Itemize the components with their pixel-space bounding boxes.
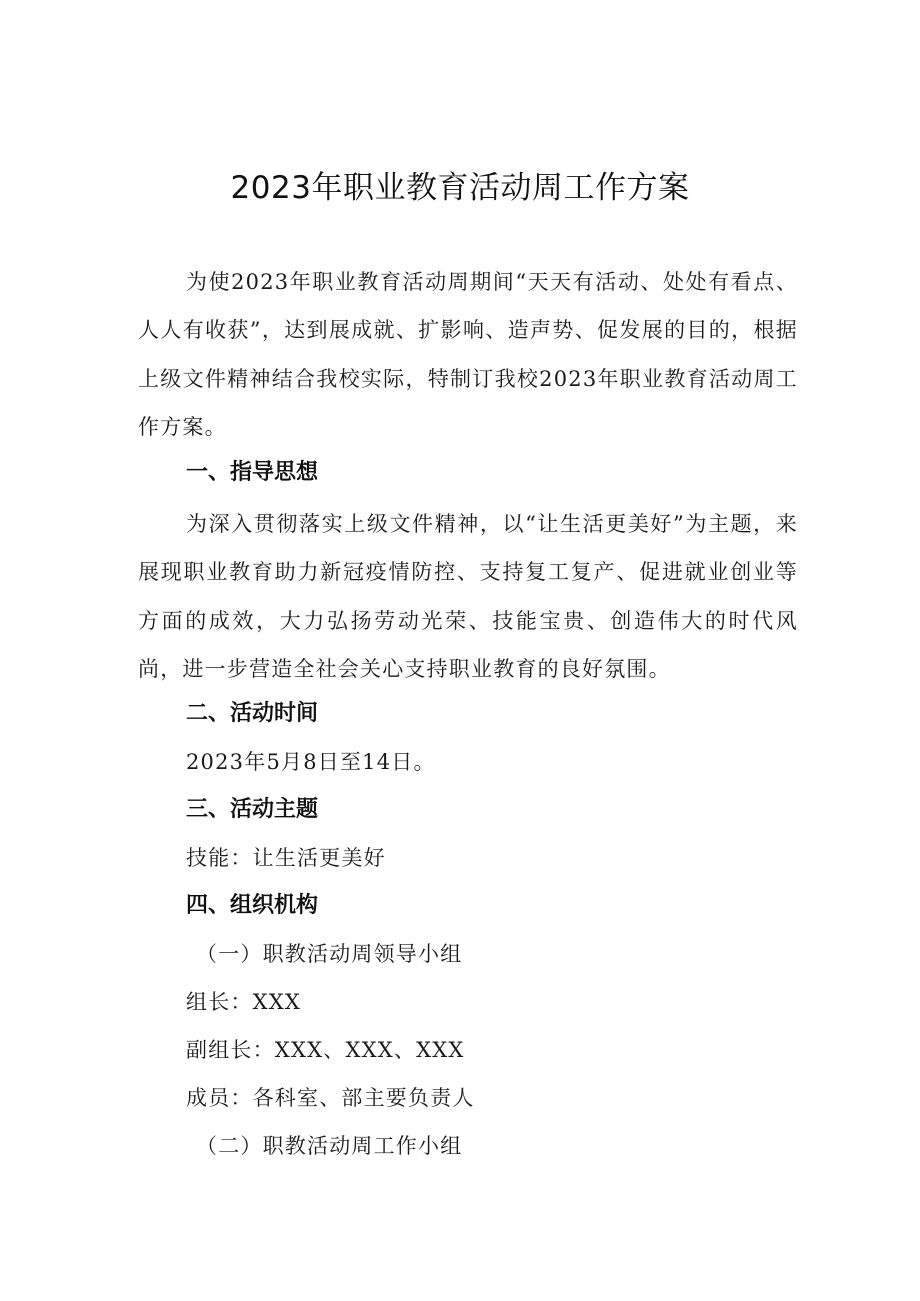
section-heading-organization: 四、组织机构 bbox=[186, 893, 319, 918]
subheading-working-group: （二）职教活动周工作小组 bbox=[196, 1134, 463, 1158]
intro-paragraph: 为使2023年职业教育活动周期间“天天有活动、处处有看点、人人有收获”，达到展成就、扩影响、造声势、促发展的目的，根据上级文件精神结合我校实际，特制订我校2023年职业教育活动周工作方案。 bbox=[138, 270, 798, 439]
document-title: 2023年职业教育活动周工作方案 bbox=[230, 170, 690, 206]
guiding-paragraph: 为深入贯彻落实上级文件精神，以“让生活更美好”为主题，来展现职业教育助力新冠疫情防控、支持复工复产、促进就业创业等方面的成效，大力弘扬劳动光荣、技能宝贵、创造伟大的时代风尚，进一步营造全社会关心支持职业教育的良好氛围。 bbox=[138, 512, 798, 681]
vice-leader-line: 副组长：XXX、XXX、XXX bbox=[186, 1038, 465, 1062]
members-line: 成员：各科室、部主要负责人 bbox=[186, 1086, 475, 1110]
section-heading-theme: 三、活动主题 bbox=[186, 797, 319, 822]
section-heading-time: 二、活动时间 bbox=[186, 701, 319, 726]
activity-theme-text: 技能：让生活更美好 bbox=[186, 846, 386, 870]
activity-time-text: 2023年5月8日至14日。 bbox=[186, 750, 436, 774]
section-heading-guiding: 一、指导思想 bbox=[186, 460, 319, 485]
subheading-leadership-group: （一）职教活动周领导小组 bbox=[196, 942, 463, 966]
group-leader-line: 组长：XXX bbox=[186, 990, 302, 1014]
